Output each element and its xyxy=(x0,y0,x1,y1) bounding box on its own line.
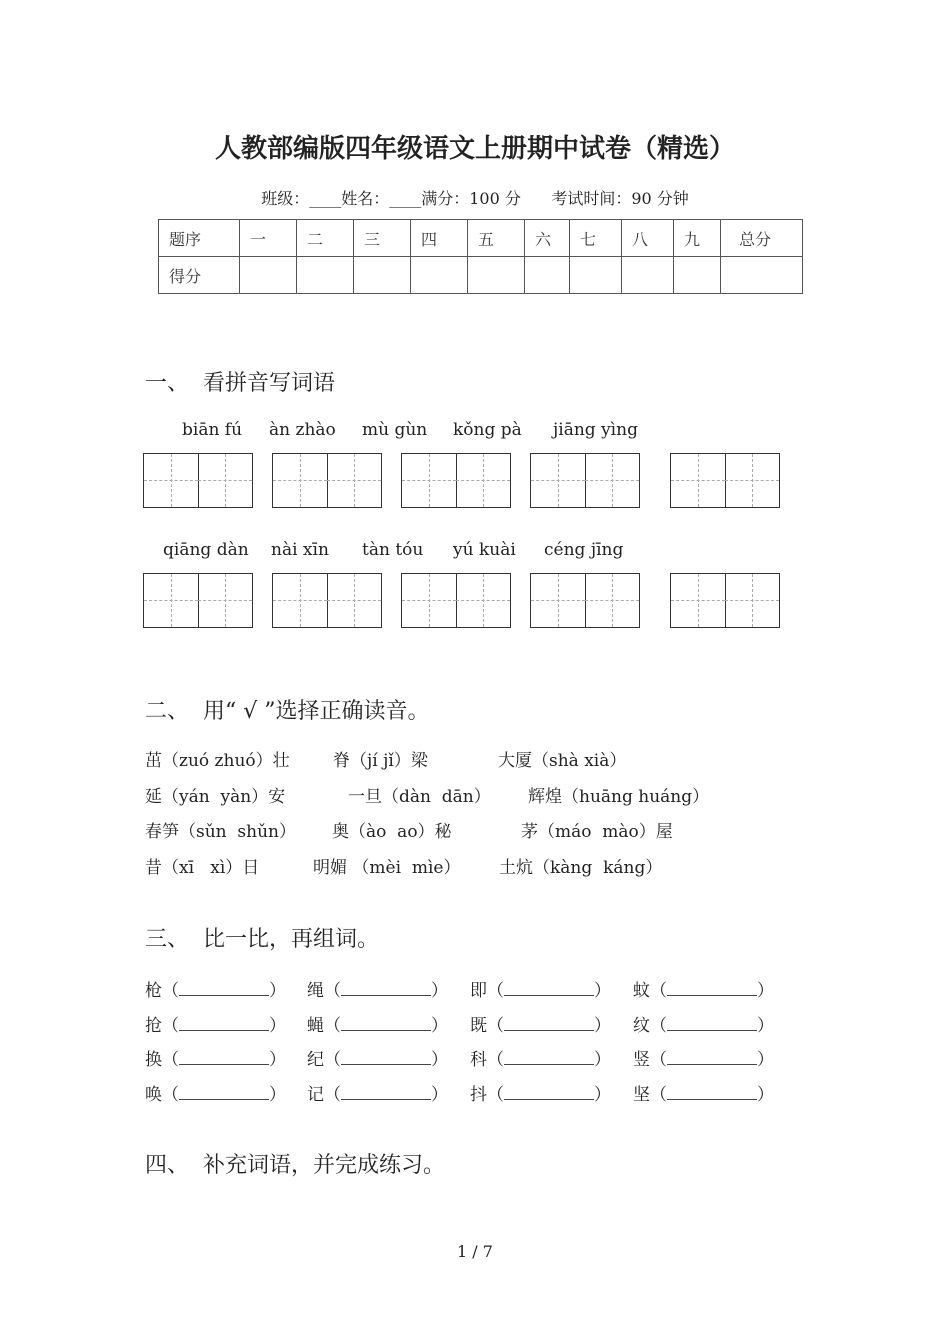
pinyin-label: àn zhào xyxy=(269,420,336,440)
close-paren: ） xyxy=(431,1050,448,1070)
open-paren: （ xyxy=(487,1085,504,1105)
score-cell[interactable] xyxy=(525,257,570,294)
answer-blank[interactable] xyxy=(667,1050,757,1065)
score-table xyxy=(158,219,803,294)
compare-char: 竖 xyxy=(633,1050,650,1070)
answer-blank[interactable] xyxy=(504,1016,594,1031)
compare-item xyxy=(307,976,448,1001)
open-paren: （ xyxy=(162,981,179,1001)
score-cell[interactable] xyxy=(354,257,411,294)
open-paren: （ xyxy=(650,981,667,1001)
answer-blank[interactable] xyxy=(667,1016,757,1031)
writing-grid[interactable] xyxy=(272,573,382,628)
close-paren: ） xyxy=(757,1050,774,1070)
section1-heading: 一、 看拼音写词语 xyxy=(145,371,335,396)
score-header-cell: 六 xyxy=(525,220,570,257)
page-title: 人教部编版四年级语文上册期中试卷（精选） xyxy=(214,134,735,164)
compare-item xyxy=(633,976,774,1001)
score-cell[interactable] xyxy=(622,257,674,294)
pinyin-label: nài xīn xyxy=(271,540,329,560)
close-paren: ） xyxy=(594,1016,611,1036)
open-paren: （ xyxy=(650,1050,667,1070)
compare-char: 蚊 xyxy=(633,981,650,1001)
score-header-cell: 四 xyxy=(411,220,468,257)
compare-item xyxy=(145,1011,286,1036)
compare-item xyxy=(307,1080,448,1105)
answer-blank[interactable] xyxy=(667,1085,757,1100)
compare-item xyxy=(307,1045,448,1070)
pronunciation-item[interactable]: 辉煌（huāng huáng） xyxy=(528,787,710,807)
answer-blank[interactable] xyxy=(341,981,431,996)
close-paren: ） xyxy=(594,981,611,1001)
score-header-cell: 一 xyxy=(240,220,297,257)
pronunciation-item[interactable]: 一旦（dàn dān） xyxy=(348,787,491,807)
pronunciation-item[interactable]: 昔（xī xì）日 xyxy=(145,858,260,878)
section4-heading: 四、 补充词语，并完成练习。 xyxy=(145,1153,445,1178)
pronunciation-item[interactable]: 茅（máo mào）屋 xyxy=(521,822,673,842)
compare-item xyxy=(633,1011,774,1036)
compare-item xyxy=(470,976,611,1001)
pronunciation-item[interactable]: 土炕（kàng káng） xyxy=(499,858,663,878)
answer-blank[interactable] xyxy=(504,981,594,996)
compare-char: 枪 xyxy=(145,981,162,1001)
writing-grid[interactable] xyxy=(143,573,253,628)
compare-char: 记 xyxy=(307,1085,324,1105)
compare-char: 即 xyxy=(470,981,487,1001)
open-paren: （ xyxy=(650,1085,667,1105)
compare-char: 换 xyxy=(145,1050,162,1070)
pinyin-label: céng jīng xyxy=(544,540,624,560)
score-table-header-row xyxy=(159,220,803,257)
score-cell[interactable] xyxy=(468,257,525,294)
score-header-cell: 题序 xyxy=(159,220,240,257)
section2-heading: 二、 用“ √ ”选择正确读音。 xyxy=(145,699,430,724)
score-cell[interactable] xyxy=(570,257,622,294)
compare-item xyxy=(145,1080,286,1105)
compare-item xyxy=(633,1080,774,1105)
open-paren: （ xyxy=(162,1085,179,1105)
pronunciation-item[interactable]: 明媚 （mèi mìe） xyxy=(313,858,461,878)
answer-blank[interactable] xyxy=(179,1016,269,1031)
close-paren: ） xyxy=(269,1050,286,1070)
pronunciation-item[interactable]: 奥（ào ao）秘 xyxy=(332,822,452,842)
score-header-cell: 九 xyxy=(674,220,721,257)
pronunciation-item[interactable]: 茁（zuó zhuó）壮 xyxy=(145,751,290,771)
pinyin-label: yú kuài xyxy=(453,540,516,560)
answer-blank[interactable] xyxy=(341,1050,431,1065)
compare-char: 纪 xyxy=(307,1050,324,1070)
score-header-cell: 七 xyxy=(570,220,622,257)
page-number: 1 / 7 xyxy=(457,1242,493,1261)
close-paren: ） xyxy=(757,981,774,1001)
open-paren: （ xyxy=(487,1016,504,1036)
compare-item xyxy=(145,976,286,1001)
compare-item xyxy=(145,1045,286,1070)
exam-info: 班级：____姓名：____满分：100 分 考试时间：90 分钟 xyxy=(261,189,689,208)
pinyin-label: biān fú xyxy=(182,420,243,440)
writing-grid[interactable] xyxy=(401,573,511,628)
answer-blank[interactable] xyxy=(341,1016,431,1031)
answer-blank[interactable] xyxy=(504,1050,594,1065)
close-paren: ） xyxy=(431,981,448,1001)
open-paren: （ xyxy=(324,1085,341,1105)
score-row-label: 得分 xyxy=(159,257,240,294)
close-paren: ） xyxy=(269,981,286,1001)
compare-item xyxy=(470,1080,611,1105)
writing-grid[interactable] xyxy=(401,453,511,508)
answer-blank[interactable] xyxy=(667,981,757,996)
compare-item xyxy=(470,1011,611,1036)
answer-blank[interactable] xyxy=(504,1085,594,1100)
writing-grid[interactable] xyxy=(143,453,253,508)
pronunciation-item[interactable]: 脊（jí jǐ）梁 xyxy=(333,751,428,771)
compare-item xyxy=(470,1045,611,1070)
score-cell[interactable] xyxy=(411,257,468,294)
compare-char: 抢 xyxy=(145,1016,162,1036)
pronunciation-item[interactable]: 春笋（sǔn shǔn） xyxy=(145,822,296,842)
close-paren: ） xyxy=(431,1016,448,1036)
score-header-cell: 五 xyxy=(468,220,525,257)
compare-item xyxy=(633,1045,774,1070)
writing-grid[interactable] xyxy=(670,573,780,628)
compare-char: 既 xyxy=(470,1016,487,1036)
close-paren: ） xyxy=(757,1085,774,1105)
close-paren: ） xyxy=(269,1085,286,1105)
close-paren: ） xyxy=(594,1085,611,1105)
answer-blank[interactable] xyxy=(341,1085,431,1100)
pinyin-label: tàn tóu xyxy=(362,540,424,560)
compare-char: 科 xyxy=(470,1050,487,1070)
pronunciation-item[interactable]: 大厦（shà xià） xyxy=(498,751,627,771)
open-paren: （ xyxy=(487,1050,504,1070)
score-header-cell: 二 xyxy=(297,220,354,257)
score-table-score-row xyxy=(159,257,803,294)
open-paren: （ xyxy=(487,981,504,1001)
open-paren: （ xyxy=(324,981,341,1001)
writing-grid[interactable] xyxy=(670,453,780,508)
score-header-cell: 八 xyxy=(622,220,674,257)
score-header-cell: 总分 xyxy=(721,220,803,257)
writing-grid[interactable] xyxy=(530,453,640,508)
compare-char: 纹 xyxy=(633,1016,650,1036)
pronunciation-item[interactable]: 延（yán yàn）安 xyxy=(145,787,286,807)
compare-char: 蝇 xyxy=(307,1016,324,1036)
answer-blank[interactable] xyxy=(179,1085,269,1100)
open-paren: （ xyxy=(324,1016,341,1036)
score-cell[interactable] xyxy=(674,257,721,294)
score-cell[interactable] xyxy=(240,257,297,294)
open-paren: （ xyxy=(162,1016,179,1036)
open-paren: （ xyxy=(650,1016,667,1036)
open-paren: （ xyxy=(324,1050,341,1070)
compare-char: 绳 xyxy=(307,981,324,1001)
pinyin-label: kǒng pà xyxy=(453,420,522,440)
close-paren: ） xyxy=(269,1016,286,1036)
score-cell[interactable] xyxy=(721,257,803,294)
score-cell[interactable] xyxy=(297,257,354,294)
pinyin-label: jiāng yìng xyxy=(553,420,638,440)
section3-heading: 三、 比一比，再组词。 xyxy=(145,927,379,952)
compare-char: 唤 xyxy=(145,1085,162,1105)
compare-item xyxy=(307,1011,448,1036)
compare-char: 抖 xyxy=(470,1085,487,1105)
close-paren: ） xyxy=(757,1016,774,1036)
answer-blank[interactable] xyxy=(179,1050,269,1065)
writing-grid[interactable] xyxy=(530,573,640,628)
open-paren: （ xyxy=(162,1050,179,1070)
pinyin-label: mù gùn xyxy=(362,420,428,440)
close-paren: ） xyxy=(594,1050,611,1070)
score-header-cell: 三 xyxy=(354,220,411,257)
answer-blank[interactable] xyxy=(179,981,269,996)
close-paren: ） xyxy=(431,1085,448,1105)
compare-char: 坚 xyxy=(633,1085,650,1105)
writing-grid[interactable] xyxy=(272,453,382,508)
pinyin-label: qiāng dàn xyxy=(163,540,249,560)
